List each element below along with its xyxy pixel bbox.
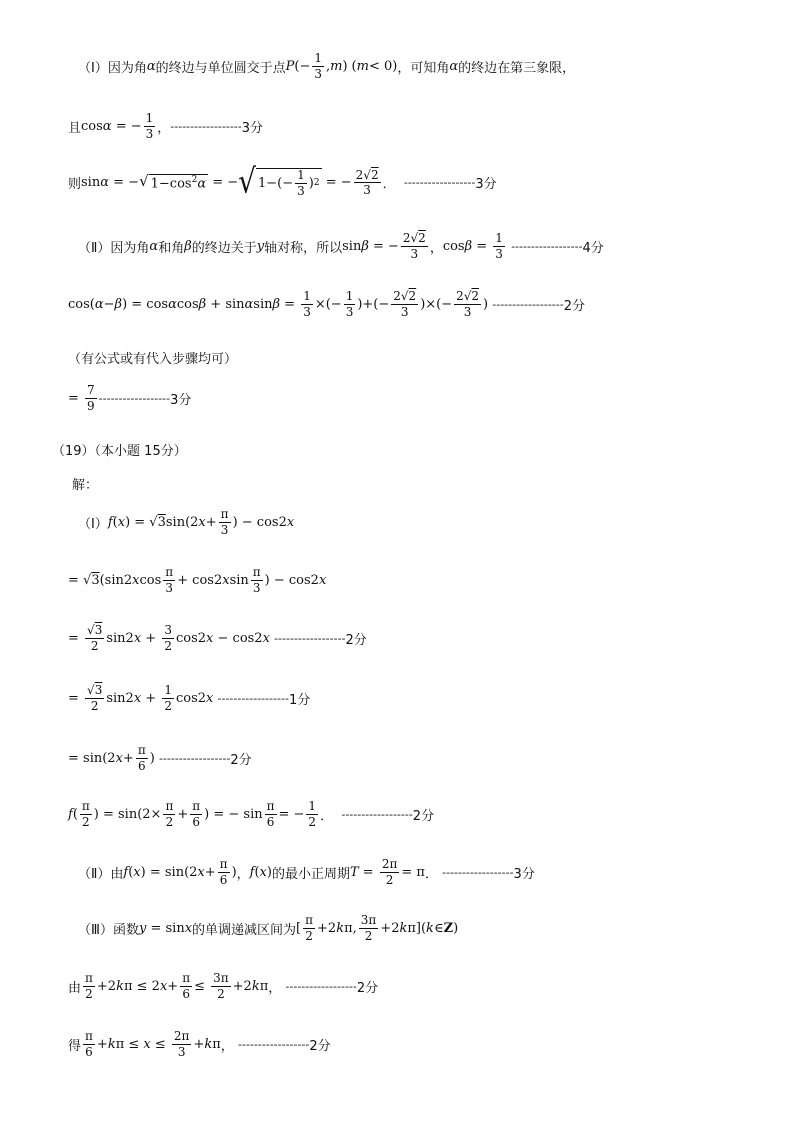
q19-iii-line3: 得 $\frac{\pi}{6}$ + k π ≤ x ≤ $\frac{2\pi}{3}$ + k π ， ------------------ 2分 [68, 1029, 331, 1059]
q19-iii-line2: 由 $\frac{\pi}{2}$ +2 k π ≤ 2 x + $\frac{\pi}{6}$ ≤ $\frac{3\pi}{2}$ +2 k π ， ------------------ 2分 [68, 971, 379, 1001]
q19-i-line6: f ( $\frac{\pi}{2}$ ) = sin(2× $\frac{\pi}{2}$ + $\frac{\pi}{6}$ ) = − sin $\frac{\pi}{6}$ = − $\frac{1}{2}$ ． ------------------ 2分 [68, 799, 435, 829]
q19-header: （19）（本小题 15分） [52, 444, 187, 459]
part1-line1: （Ⅰ）因为角 α 的终边与单位圆交于点 P (− $\frac{1}{3}$ , m ) ( m < 0) ，可知角 α 的终边在第三象限， [78, 51, 576, 81]
q19-iii-line1: （Ⅲ）函数 y = sin x 的单调递减区间为 [ $\frac{\pi}{2}$ +2 k π, $\frac{3\pi}{2}$ +2 k π]( k ∈ Z ) [78, 913, 459, 943]
part1-line2: 且 cos α = − $\frac{1}{3}$ ， ------------------ 3分 [68, 111, 264, 141]
part2-line2: cos( α − β ) = cos α cos β + sin α sin β = $\frac{1}{3}$ ×(− $\frac{1}{3}$ )+(− $\frac{2√2}{3}$ )×(− $\frac{2√2}{3}$ ) ------------------ 2分 [68, 289, 585, 319]
q19-i-line4: = $\frac{√3}{2}$ sin2 x + $\frac{1}{2}$ cos2 x ------------------ 1分 [68, 683, 311, 713]
q19-i-line1: （Ⅰ） f ( x ) = √ 3 sin(2 x + $\frac{\pi}{3}$ ) − cos2 x [78, 507, 295, 537]
part2-line1: （Ⅱ）因为角 α 和角 β 的终边关于 y 轴对称，所以 sin β = − $\frac{2√2}{3}$ ， cos β = $\frac{1}{3}$ ------------------ 4分 [78, 231, 604, 261]
part2-line3: = $\frac{7}{9}$ ------------------ 3分 [68, 383, 192, 413]
part1-line3: 则 sin α = − √ $1-\cos^2\alpha$ = − √ 1−(− $\frac{1}{3}$ ) 2 = − $\frac{2√2}{3}$ ． ------------------ 3分 [68, 161, 497, 202]
q19-i-line5: = sin(2 x + $\frac{\pi}{6}$ ) ------------------ 2分 [68, 743, 252, 773]
q19-i-line2: = √ 3 (sin2 x cos $\frac{\pi}{3}$ + cos2 x sin $\frac{\pi}{3}$ ) − cos2 x [68, 565, 327, 595]
part2-note: （有公式或有代入步骤均可） [68, 352, 238, 367]
q19-i-line3: = $\frac{√3}{2}$ sin2 x + $\frac{3}{2}$ cos2 x − cos2 x ------------------ 2分 [68, 623, 367, 653]
q19-ii-line: （Ⅱ）由 f ( x ) = sin(2 x + $\frac{\pi}{6}$ ) ， f ( x ) 的最小正周期 T = $\frac{2\pi}{2}$ = π ． ------------------ 3分 [78, 857, 535, 887]
q19-jie: 解： [72, 478, 99, 493]
